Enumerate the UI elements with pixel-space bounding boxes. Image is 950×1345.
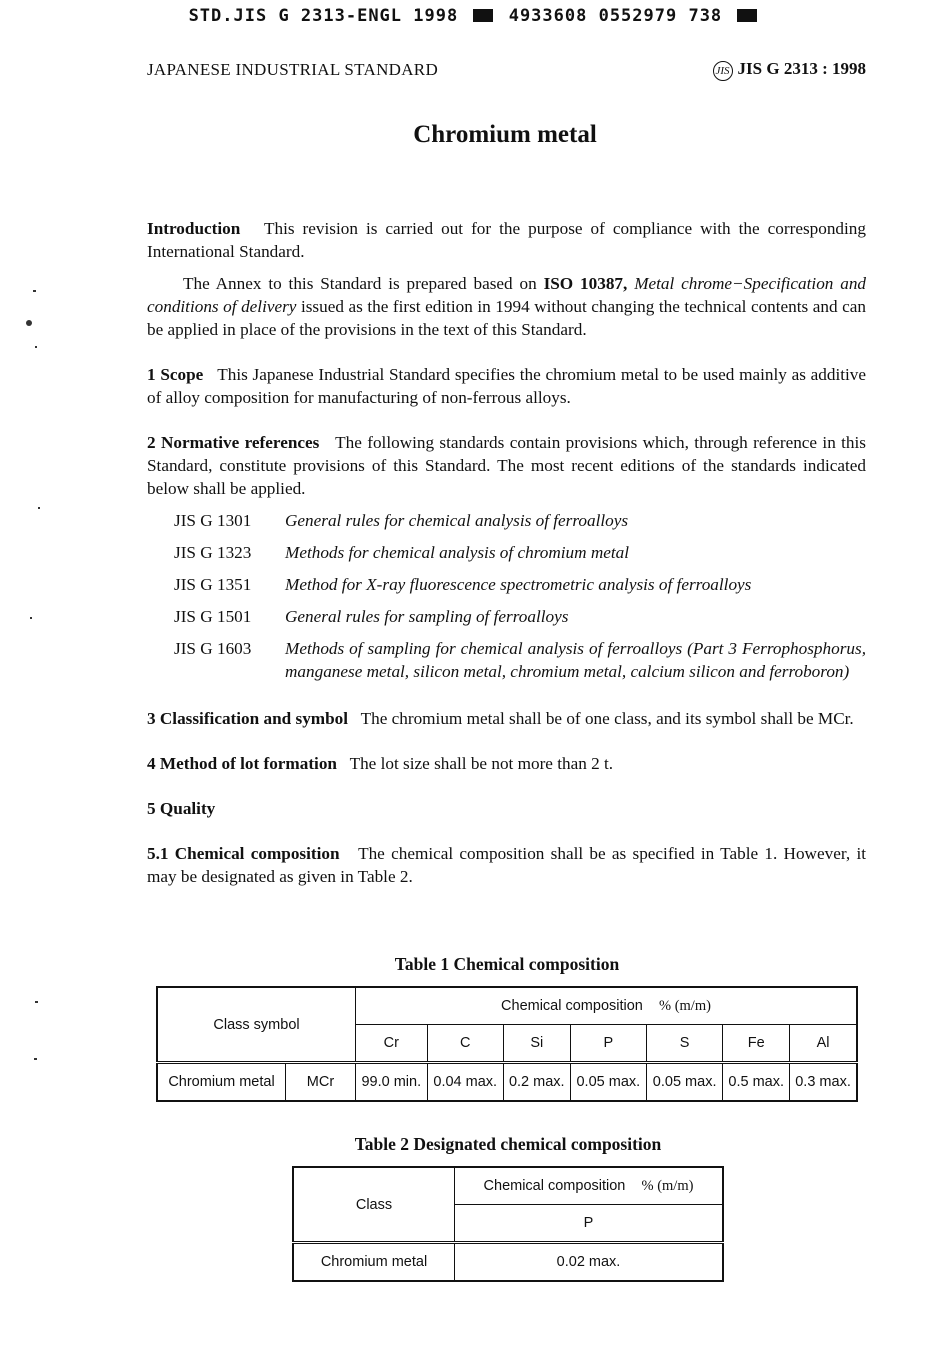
reference-title: Method for X-ray fluorescence spectrometric analysis of ferroalloys bbox=[285, 575, 752, 594]
column-header: C bbox=[427, 1025, 503, 1063]
value-cell: 0.02 max. bbox=[455, 1243, 724, 1282]
document-stamp bbox=[0, 6, 950, 26]
annex-paragraph bbox=[147, 272, 866, 341]
classification-text: The chromium metal shall be of one class, and its symbol shall be MCr. bbox=[360, 709, 854, 728]
intro-heading: Introduction bbox=[147, 219, 241, 238]
section-classification bbox=[147, 707, 866, 730]
table-row bbox=[157, 1063, 857, 1102]
column-header: P bbox=[570, 1025, 646, 1063]
composition-unit: % (m/m) bbox=[641, 1177, 694, 1194]
class-cell: Chromium metal bbox=[293, 1243, 455, 1282]
reference-list bbox=[174, 509, 866, 683]
value-cell: 0.2 max. bbox=[503, 1063, 570, 1102]
chemical-composition-heading: 5.1 Chemical composition bbox=[147, 844, 340, 863]
section-lot-formation bbox=[147, 752, 866, 775]
chemical-composition-table bbox=[156, 986, 858, 1102]
column-header: Al bbox=[790, 1025, 857, 1063]
lot-formation-heading: 4 Method of lot formation bbox=[147, 754, 337, 773]
scope-text: This Japanese Industrial Standard specifies the chromium metal to be used mainly as additive of alloy composition for manufacturing of non-ferrous alloys. bbox=[147, 365, 866, 407]
value-cell: 0.3 max. bbox=[790, 1063, 857, 1102]
column-header: P bbox=[455, 1205, 724, 1243]
reference-title: Methods of sampling for chemical analysis of ferroalloys (Part 3 Ferrophosphorus, manganese metal, silicon metal, chromium metal, calcium silicon and ferroboron) bbox=[285, 639, 866, 681]
reference-code: JIS G 1501 bbox=[174, 607, 252, 626]
chemical-composition-text: The chemical composition shall be as specified in Table 1. However, it may be designated as given in Table 2. bbox=[147, 844, 866, 886]
reference-item bbox=[174, 541, 866, 564]
reference-item bbox=[174, 605, 866, 628]
intro-paragraph bbox=[147, 217, 866, 263]
designated-composition-table bbox=[292, 1166, 724, 1282]
value-cell: 0.05 max. bbox=[646, 1063, 722, 1102]
table2-caption: Table 2 Designated chemical composition bbox=[354, 1134, 662, 1154]
composition-header bbox=[455, 1167, 724, 1205]
composition-header bbox=[356, 987, 858, 1025]
classification-heading: 3 Classification and symbol bbox=[147, 709, 349, 728]
class-symbol-header: Class symbol bbox=[157, 987, 356, 1063]
section-quality bbox=[147, 797, 866, 820]
reference-item bbox=[174, 509, 866, 532]
stamp-block bbox=[737, 9, 757, 22]
value-cell: 99.0 min. bbox=[356, 1063, 428, 1102]
stamp-text-1: STD.JIS G 2313-ENGL 1998 bbox=[188, 6, 459, 26]
references-text: The following standards contain provisions which, through reference in this Standard, constitute provisions of this Standard. The most recent editions of the standards indicated below shall be applied. bbox=[147, 433, 866, 498]
iso-title: Metal chrome−Specification and conditions of delivery bbox=[147, 274, 867, 316]
table-row bbox=[293, 1243, 723, 1282]
section-chemical-composition bbox=[147, 842, 866, 888]
column-header: Cr bbox=[356, 1025, 428, 1063]
jis-mark-icon: JIS bbox=[713, 61, 733, 81]
header-standard-number bbox=[713, 59, 866, 81]
reference-title: General rules for chemical analysis of ferroalloys bbox=[285, 511, 629, 530]
table1-caption: Table 1 Chemical composition bbox=[394, 954, 620, 974]
section-normative-references bbox=[147, 431, 866, 500]
reference-code: JIS G 1603 bbox=[174, 639, 252, 658]
scope-heading: 1 Scope bbox=[147, 365, 204, 384]
column-header: S bbox=[646, 1025, 722, 1063]
class-cell: Chromium metal bbox=[157, 1063, 286, 1102]
document-body bbox=[147, 217, 866, 888]
annex-text-a: The Annex to this Standard is prepared based on bbox=[183, 274, 537, 293]
symbol-cell: MCr bbox=[286, 1063, 356, 1102]
lot-formation-text: The lot size shall be not more than 2 t. bbox=[349, 754, 614, 773]
header-standard-type: JAPANESE INDUSTRIAL STANDARD bbox=[147, 60, 439, 79]
reference-code: JIS G 1301 bbox=[174, 511, 252, 530]
composition-unit: % (m/m) bbox=[659, 997, 711, 1014]
quality-heading: 5 Quality bbox=[147, 799, 216, 818]
reference-title: General rules for sampling of ferroalloys bbox=[285, 607, 569, 626]
page-title: Chromium metal bbox=[413, 121, 597, 148]
column-header: Si bbox=[503, 1025, 570, 1063]
composition-header-label: Chemical composition bbox=[483, 1177, 626, 1194]
reference-code: JIS G 1351 bbox=[174, 575, 252, 594]
intro-text: This revision is carried out for the purpose of compliance with the corresponding International Standard. bbox=[147, 219, 866, 261]
stamp-text-2: 4933608 0552979 738 bbox=[508, 6, 723, 26]
reference-item bbox=[174, 637, 866, 683]
column-header: Fe bbox=[723, 1025, 790, 1063]
value-cell: 0.05 max. bbox=[570, 1063, 646, 1102]
section-scope bbox=[147, 363, 866, 409]
reference-title: Methods for chemical analysis of chromium metal bbox=[285, 543, 630, 562]
annex-text-b: issued as the first edition in 1994 without changing the technical contents and can be applied in place of the provisions in the text of this Standard. bbox=[147, 297, 866, 339]
references-heading: 2 Normative references bbox=[147, 433, 320, 452]
class-header: Class bbox=[293, 1167, 455, 1243]
reference-code: JIS G 1323 bbox=[174, 543, 252, 562]
reference-item bbox=[174, 573, 866, 596]
iso-ref: ISO 10387, bbox=[543, 274, 628, 293]
stamp-block bbox=[473, 9, 493, 22]
value-cell: 0.04 max. bbox=[427, 1063, 503, 1102]
standard-number: JIS G 2313 : 1998 bbox=[737, 59, 866, 78]
composition-header-label: Chemical composition bbox=[501, 997, 643, 1014]
value-cell: 0.5 max. bbox=[723, 1063, 790, 1102]
